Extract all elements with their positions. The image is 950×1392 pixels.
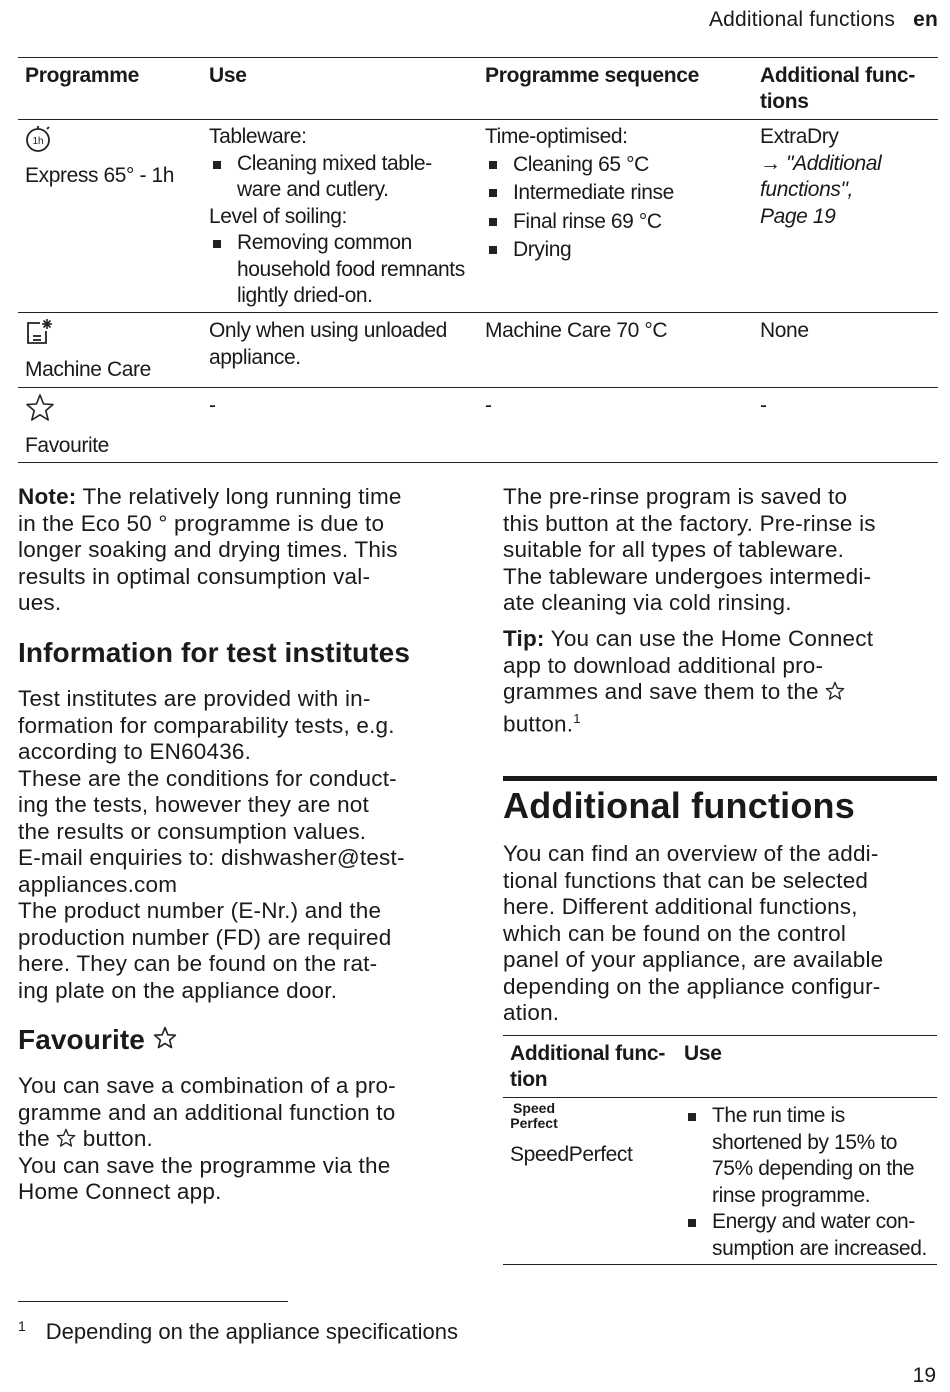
footnote-marker: 1	[18, 1318, 26, 1334]
text-line: according to EN60436.	[18, 739, 252, 764]
prerinse-paragraph	[503, 484, 943, 617]
additional-machine-care: None	[760, 319, 809, 342]
header-programme: Programme	[25, 64, 140, 87]
favourite-paragraph	[18, 1073, 458, 1206]
programme-name-express: Express 65° - 1h	[25, 164, 175, 187]
list-item-text: Energy and water con-	[712, 1210, 915, 1233]
use-label-tableware: Tableware:	[209, 125, 307, 148]
test-institutes-paragraph	[18, 686, 458, 1004]
list-item-text: Removing common	[237, 231, 412, 254]
sequence-express	[485, 124, 755, 265]
additional-functions-paragraph	[503, 841, 943, 1027]
additional-favourite: -	[760, 394, 767, 417]
text-line: ues.	[18, 590, 62, 615]
text-line: The tableware undergoes intermedi-	[503, 563, 872, 589]
list-item: Final rinse 69 °C	[485, 208, 755, 237]
use-label-soiling: Level of soiling:	[209, 204, 347, 228]
additional-express	[760, 124, 938, 230]
cross-reference: → "Additional	[760, 151, 882, 175]
page-number: 19	[912, 1364, 936, 1387]
text-line: depending on the appliance configur-	[503, 973, 881, 999]
text-line: this button at the factory. Pre-rinse is	[503, 510, 876, 536]
additional-extradry: ExtraDry	[760, 125, 839, 148]
icon-text: Speed	[512, 1100, 555, 1116]
text-fragment: button.	[76, 1126, 154, 1151]
header-use: Use	[209, 64, 247, 87]
text-line: ation.	[503, 1000, 560, 1025]
footnote-text: Depending on the appliance specifications	[45, 1319, 458, 1344]
programme-name-machine-care: Machine Care	[25, 358, 151, 381]
text-line: ing the tests, however they are not	[18, 792, 369, 817]
header-line2: tion	[510, 1068, 548, 1091]
text-line: formation for comparability tests, e.g.	[18, 712, 395, 738]
speedperfect-icon	[510, 1101, 558, 1131]
svg-text:1h: 1h	[32, 136, 44, 147]
function-name-speedperfect: SpeedPerfect	[510, 1143, 633, 1166]
machine-care-icon	[24, 317, 54, 347]
text-line: The relatively long running time	[76, 484, 402, 509]
favourite-heading-text: Favourite	[18, 1024, 145, 1055]
star-icon	[56, 1128, 76, 1148]
table-bottom-rule	[503, 1264, 937, 1265]
list-item-text: household food remnants	[237, 257, 465, 281]
text-line	[503, 706, 943, 738]
use-favourite: -	[209, 394, 216, 417]
list-item	[209, 230, 484, 310]
text-line: You can find an overview of the addi-	[503, 841, 879, 866]
use-text: Only when using unloaded	[209, 319, 447, 342]
use-list	[684, 1103, 937, 1262]
header-additional-function	[510, 1041, 665, 1093]
text-line	[18, 1126, 458, 1153]
table-bottom-rule	[18, 462, 938, 463]
running-header	[709, 8, 938, 32]
section-title: Additional functions	[708, 8, 896, 31]
text-line: ate cleaning via cold rinsing.	[503, 590, 792, 615]
header-rule	[503, 1097, 937, 1098]
sequence-label: Time-optimised:	[485, 125, 628, 148]
text-line: These are the conditions for conduct-	[18, 765, 397, 791]
email-line: appliances.com	[18, 871, 178, 897]
text-line: You can use the Home Connect	[544, 626, 874, 651]
text-line: the results or consumption values.	[18, 818, 367, 844]
text-line: suitable for all types of tableware.	[503, 537, 845, 562]
header-line1: Additional func-	[510, 1042, 666, 1065]
text-line: in the Eco 50 ° programme is due to	[18, 510, 385, 536]
text-line: longer soaking and drying times. This	[18, 537, 398, 562]
text-line: You can save a combination of a pro-	[18, 1073, 396, 1098]
test-institutes-heading: Information for test institutes	[18, 637, 410, 668]
header-additional	[760, 63, 915, 115]
text-line: You can save the programme via the	[18, 1152, 391, 1178]
text-line: ing plate on the appliance door.	[18, 977, 338, 1003]
use-machine-care	[209, 318, 479, 371]
text-line: The pre-rinse program is saved to	[503, 484, 848, 509]
cross-reference-page: Page 19	[760, 204, 836, 228]
list-item: Intermediate rinse	[485, 179, 755, 208]
list-item-text: rinse programme.	[712, 1183, 871, 1207]
list-item	[209, 151, 484, 204]
note-paragraph	[18, 484, 458, 617]
email-line: E-mail enquiries to: dishwasher@test-	[18, 845, 405, 870]
text-fragment: grammes and save them to the	[503, 679, 826, 704]
programme-name-favourite: Favourite	[25, 434, 109, 457]
text-fragment: the	[18, 1126, 57, 1151]
row-rule	[18, 312, 938, 313]
header-additional-line1: Additional func-	[760, 64, 916, 87]
footnote-rule	[18, 1301, 288, 1302]
star-icon	[825, 681, 845, 701]
text-line: The product number (E-Nr.) and the	[18, 898, 382, 923]
tip-paragraph	[503, 626, 943, 738]
footnote-marker: 1	[573, 710, 581, 726]
list-item-text: 75% depending on the	[712, 1157, 915, 1180]
list-item: Drying	[485, 236, 755, 265]
text-line: which can be found on the control	[503, 920, 847, 946]
use-text: appliance.	[209, 345, 301, 369]
use-speedperfect	[684, 1103, 937, 1262]
list-item-text: ware and cutlery.	[237, 178, 389, 201]
text-line: production number (FD) are required	[18, 924, 392, 950]
note-label: Note:	[18, 484, 77, 509]
language-code: en	[913, 8, 938, 31]
additional-functions-heading: Additional functions	[503, 785, 855, 826]
text-line: app to download additional pro-	[503, 652, 824, 678]
row-rule	[18, 387, 938, 388]
list-item-text: lightly dried-on.	[237, 284, 373, 307]
cross-reference: functions",	[760, 178, 853, 201]
sequence-favourite: -	[485, 394, 492, 417]
list-item-text: shortened by 15% to	[712, 1130, 898, 1154]
text-line: here. Different additional functions,	[503, 894, 858, 919]
text-line: here. They can be found on the rat-	[18, 951, 378, 976]
text-line: tional functions that can be selected	[503, 867, 869, 893]
text-line: results in optimal consumption val-	[18, 563, 371, 589]
header-rule	[18, 119, 938, 120]
text-line: gramme and an additional function to	[18, 1099, 396, 1125]
text-line: Home Connect app.	[18, 1179, 222, 1204]
table-top-rule	[503, 1035, 937, 1036]
use-list-tableware	[209, 151, 484, 204]
footnote	[18, 1318, 458, 1345]
star-icon	[25, 393, 55, 423]
table-top-rule	[18, 57, 938, 58]
header-use: Use	[684, 1042, 722, 1065]
list-item	[684, 1103, 937, 1209]
list-item	[684, 1209, 937, 1262]
list-item: Cleaning 65 °C	[485, 151, 755, 180]
list-item-text: The run time is	[712, 1104, 845, 1127]
text-line: Test institutes are provided with in-	[18, 686, 371, 711]
tip-label: Tip:	[503, 626, 545, 651]
icon-text: Perfect	[510, 1115, 558, 1131]
sequence-list	[485, 151, 755, 265]
header-additional-line2: tions	[760, 90, 809, 113]
list-item-text: Cleaning mixed table-	[237, 151, 432, 175]
sequence-machine-care: Machine Care 70 °C	[485, 319, 668, 342]
star-icon	[153, 1026, 177, 1050]
clock-1h-icon	[25, 124, 53, 154]
favourite-heading	[18, 1024, 177, 1056]
use-list-soiling	[209, 230, 484, 310]
use-express	[209, 124, 484, 310]
header-sequence: Programme sequence	[485, 64, 700, 87]
section-rule	[503, 776, 937, 781]
text-line	[503, 679, 943, 706]
text-line: panel of your appliance, are available	[503, 947, 884, 972]
list-item-text: sumption are increased.	[712, 1236, 927, 1260]
text-fragment: button.	[503, 711, 574, 736]
